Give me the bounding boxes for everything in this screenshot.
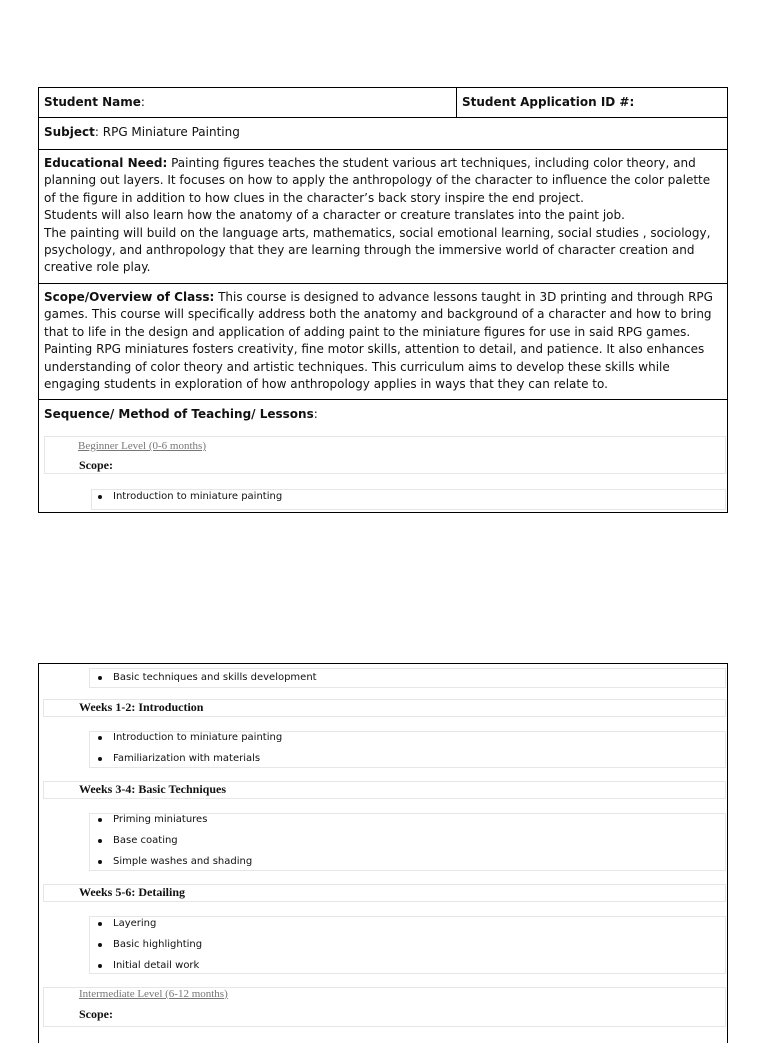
- list-item: Simple washes and shading: [96, 851, 252, 872]
- student-name-cell: Student Name:: [39, 88, 457, 117]
- week-5-6-list: [96, 913, 202, 976]
- scope-overview-row: [39, 284, 727, 400]
- week-3-4-list: [96, 809, 252, 872]
- week-5-6-title: Weeks 5-6: Detailing: [79, 885, 185, 899]
- list-item: Priming miniatures: [96, 809, 252, 830]
- sequence-heading: Sequence/ Method of Teaching/ Lessons:: [44, 407, 318, 421]
- form-table-page-2: [38, 663, 728, 1043]
- educational-need-para-1: Educational Need: Painting figures teaches the student various art techniques, including color theory, and planning out layers. It focuses on how to apply the anthropology of the character to influence the color palette of the figure in addition to how clues in the character’s back story inspire the end project.: [44, 156, 711, 205]
- educational-need-para-2: Students will also learn how the anatomy of a character or creature translates into the paint job.: [44, 208, 625, 223]
- list-item: Introduction to miniature painting: [96, 727, 282, 748]
- scope-overview-para-2: Painting RPG miniatures fosters creativity, fine motor skills, attention to detail, and patience. It also enhances understanding of color theory and artistic techniques. This curriculum aims to develop these skills while engaging students in exploration of how anthropology applies in ways that they can relate to.: [44, 342, 705, 392]
- header-row: [39, 88, 727, 118]
- intermediate-level-link[interactable]: Intermediate Level (6-12 months): [79, 988, 228, 1000]
- beginner-level-link[interactable]: Beginner Level (0-6 months): [78, 440, 206, 452]
- list-item: Basic highlighting: [96, 934, 202, 955]
- week-1-2-title: Weeks 1-2: Introduction: [79, 700, 204, 714]
- student-app-id-cell: [457, 88, 727, 117]
- beginner-list-page-1: [96, 486, 282, 507]
- beginner-scope-label: Scope:: [79, 458, 113, 472]
- educational-need-para-3: The painting will build on the language arts, mathematics, social emotional learning, social studies , sociology, psychology, and anthropology that they are learning through the immersive world of character creation and creative role play.: [44, 225, 711, 275]
- student-name-label: Student Name: [44, 95, 141, 109]
- week-3-4-title: Weeks 3-4: Basic Techniques: [79, 782, 227, 796]
- list-item: Base coating: [96, 830, 252, 851]
- list-item: Introduction to miniature painting: [96, 486, 282, 507]
- subject-label: Subject: [44, 125, 95, 139]
- scope-overview-para-1: Scope/Overview of Class: This course is designed to advance lessons taught in 3D printing and through RPG games. This course will specifically address both the anatomy and background of a character and how to bring that to life in the design and application of adding paint to the miniature figures for use in said RPG games.: [44, 290, 713, 339]
- educational-need-row: [39, 150, 727, 284]
- list-item: Basic techniques and skills development: [96, 667, 317, 688]
- intermediate-scope-label: Scope:: [79, 1007, 113, 1021]
- list-item: Initial detail work: [96, 955, 202, 976]
- subject-value: : RPG Miniature Painting: [94, 125, 240, 139]
- sequence-row: [39, 400, 727, 513]
- subject-row: [39, 118, 727, 150]
- list-item: Layering: [96, 913, 202, 934]
- week-1-2-list: [96, 727, 282, 769]
- form-table-page-1: [38, 87, 728, 513]
- beginner-list-page-2: [96, 667, 317, 688]
- student-app-id-label: Student Application ID #:: [462, 95, 635, 109]
- list-item: Familiarization with materials: [96, 748, 282, 769]
